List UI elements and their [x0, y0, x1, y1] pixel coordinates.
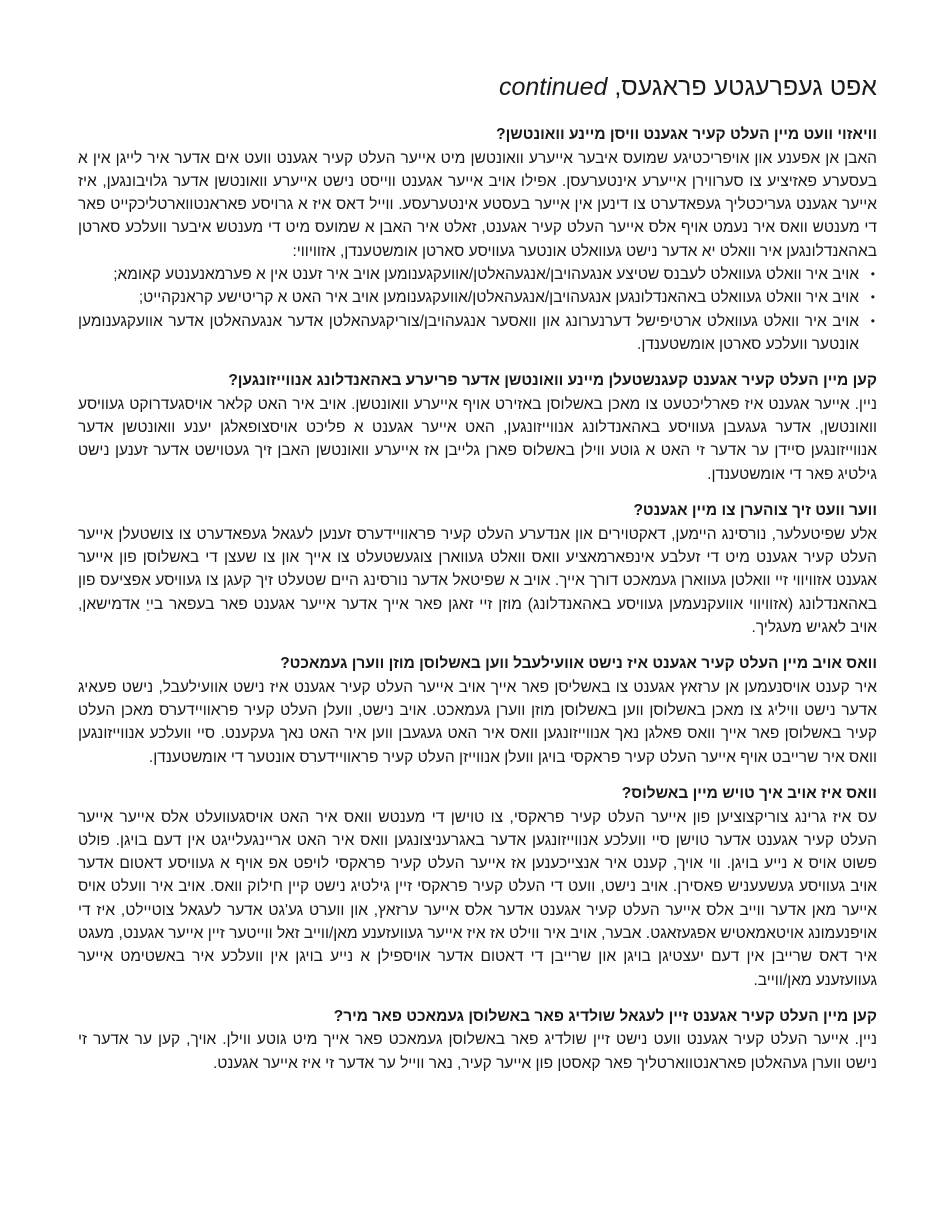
- faq-question: קען מיין העלט קעיר אגענט קעגנשטעלן מיינע וואונטשן אדער פריערע באהאנדלונג אנווייזונגען?: [228, 372, 877, 390]
- faq-question: וואס אויב מיין העלט קעיר אגענט איז נישט אוועילעבל ווען באשלוסן מוזן ווערן געמאכט?: [280, 655, 877, 673]
- faq-question: ווער וועט זיך צוהערן צו מיין אגענט?: [633, 502, 877, 520]
- faq-section-change-decision: [78, 783, 877, 992]
- faq-section-agent-unavailable: [78, 653, 877, 769]
- faq-answer: אלע שפיטעלער, נורסינג היימען, דאקטוירים און אנדערע העלט קעיר פראוויידערס זענען לעגאל געפאדערט צו צושטעלן אייער העלט קעיר אגענט מיט די זעלבע אינפארמאציע וואס וואלט געווארן צוגעשטעלט צו אייך און צו שעצן די באשלוסן פון אייער אגענט אזוויווי זיי וואלטן געווארן געמאכט דורך אייך. אויב א שפיטאל אדער נורסינג היים שטעלט זיך קעגן צו געוויסע אפציעס פון באהאנדלונג (אזוויווי אוועקנעמען געוויסע באהאנדלונג) מוזן זיי זאגן פאר אייך אדער אייער אגענט פאר בעפאר בייַ אדמישאן, אויב לאגיש מעגליך.: [78, 525, 877, 636]
- faq-bullet-list: [78, 263, 877, 356]
- faq-section-legal-liability: [78, 1006, 877, 1075]
- title-continued: continued: [498, 73, 608, 101]
- faq-answer: איר קענט אויסנעמען אן ערזאץ אגענט צו באשליסן פאר אייך אויב אייער העלט קעיר אגענט איז נישט אוועילעבל, נישט פעאיג אדער נישט וויליג צו מאכן באשלוסן ווען באשלוסן מוזן ווערן געמאכט. אויב נישט, וועלן העלט קעיר פראוויידערס מאכן העלט קעיר באשלוסן פאר אייך וואס פאלגן נאך אנווייזונגען וואס איר האט געגעבן ווען איר האט נאך געקענט. סיי וועלכע אנווייזונגען וואס איר שרייבט אויף אייער העלט קעיר פראקסי בויגן וועלן אנווייזן העלט קעיר פראוויידערס אונטער די אומשטענדן.: [78, 678, 877, 766]
- faq-answer: ניין. אייער העלט קעיר אגענט וועט נישט זיין שולדיג פאר באשלוסן געמאכט פאר אייך מיט גוטע ווילן. אויך, קען ער אדער זי נישט ווערן געהאלטן פאראנטווארטליך פאר קאסטן פון אייער קעיר, נאר ווייל ער אדער זי איז אייער אגענט.: [78, 1031, 877, 1072]
- faq-section-agent-knows-wishes: [78, 124, 877, 356]
- faq-answer: עס איז גרינג צוריקצוציען פון אייער העלט קעיר פראקסי, צו טוישן די מענטש וואס איר האט אויסגעוועלט אלס אייער אייער העלט קעיר אגענט אדער טוישן סיי וועלכע אנווייזונגען אדער באגרעניצונגען וואס איר האט אריינגעלייגט אין דעם בויגן. פולט פשוט אויס א נייע בויגן. ווי אויך, קענט איר אנצייכענען אז אייער העלט קעיר פראקסי לויפט אפ אויף א געוויסע דאטום אדער אויב געוויסע געשעעניש פאסירן. אויב נישט, וועט די העלט קעיר פראקסי זיין גילטיג נישט קיין חילוק וואס. אויב איר וועלט אויס אייער מאן אדער ווייב אלס אייער העלט קעיר אגענט אדער אלס אייער ערזאץ, און ווערט גע'גט אדער לעגאל צוטיילט, איז די אויפנעמונג אויטאמאטיש אפגעזאגט. אבער, אויב איר ווילט אז איז אייער געוועזענע מאן/ווייב זאל ווייטער זיין אייער אגענט, מעגט איר דאס שרייבן אין דעם יעצטיגן בויגן און שרייבן די דאטום אדער אויספילן א נייע בויגן אין וועלכע איר באשטימט אייער געוועזענע מאן/ווייב.: [78, 808, 877, 989]
- page-title: [78, 70, 877, 104]
- faq-question: וואס איז אויב איך טויש מיין באשלוס?: [621, 784, 877, 802]
- list-item: • אויב איר וואלט געוואלט באהאנדלונגען אנגעהויבן/אנגעהאלטן/אוועקגענומען אויב איר האט א קריטישע קראנקהייט;: [78, 286, 859, 309]
- faq-section-agent-override: [78, 370, 877, 486]
- list-item: • אויב איר וואלט געוואלט ארטיפישל דערנערונג און וואסער אנגעהויבן/צוריקגעהאלטן אדער אנגעהאלטן אדער אוועקגענומען אונטער וועלכע סארטן אומשטענדן.: [78, 310, 859, 357]
- faq-question: וויאזוי וועט מיין העלט קעיר אגענט וויסן מיינע וואונטשן?: [496, 126, 877, 143]
- faq-answer: האבן אן אפענע און אויפריכטיגע שמועס איבער אייערע וואונטשן מיט אייער העלט קעיר אגענט וועט אים אדער איר לייגן אין א בעסערע פאזיציע צו סערווירן אייערע אינטערעסן. אפילו אויב אייער אגענט ווייסט נישט אייערע וואונטשן אדער גלויבונגען, איז אייער אגענט געריכטליך געפאדערט צו דינען אין אייער בעסטע אינטערעסע. ווייל דאס איז א גרויסע פאראנטווארטליכקייט פאר די מענטש וואס איר נעמט אויף אלס אייער העלט קעיר אגענט, זאלט איר האבן א שמועס מיט די מענטש איבער וועלכע סארטן באהאנדלונגען איר וואלט יא אדער נישט געוואלט אונטער געוויסע סארטן אומשטענדן, אזוויווי:: [78, 149, 877, 260]
- faq-section-who-listens: [78, 500, 877, 639]
- faq-question: קען מיין העלט קעיר אגענט זיין לעגאל שולדיג פאר באשלוסן געמאכט פאר מיר?: [333, 1007, 877, 1025]
- list-item: • אויב איר וואלט געוואלט לעבנס שטיצע אנגעהויבן/אנגעהאלטן/אוועקגענומען אויב איר זענט אין א פערמאנענטע קאומא;: [78, 263, 859, 286]
- title-hebrew: אפט געפרעגטע פראגעס,: [614, 73, 877, 101]
- faq-answer: ניין. אייער אגענט איז פארליכטעט צו מאכן באשלוסן באזירט אויף אייערע וואונטשן. אויב איר האט קלאר אויסגעדרוקט געוויסע וואונטשן, אדער געגעבן געוויסע באהאנדלונג אנווייזונגען, האט אייער אגענט א פליכט אויסצופאלגן יענע וואונטשן אדער אנווייזונגען סיידן ער אדער זי האט א גוטע ווילן באשלוס פארן גלייבן אז אייערע וואונטשן האבן זיך געטוישט אדער זענען נישט גילטיג פאר די אומשטענדן.: [78, 395, 877, 483]
